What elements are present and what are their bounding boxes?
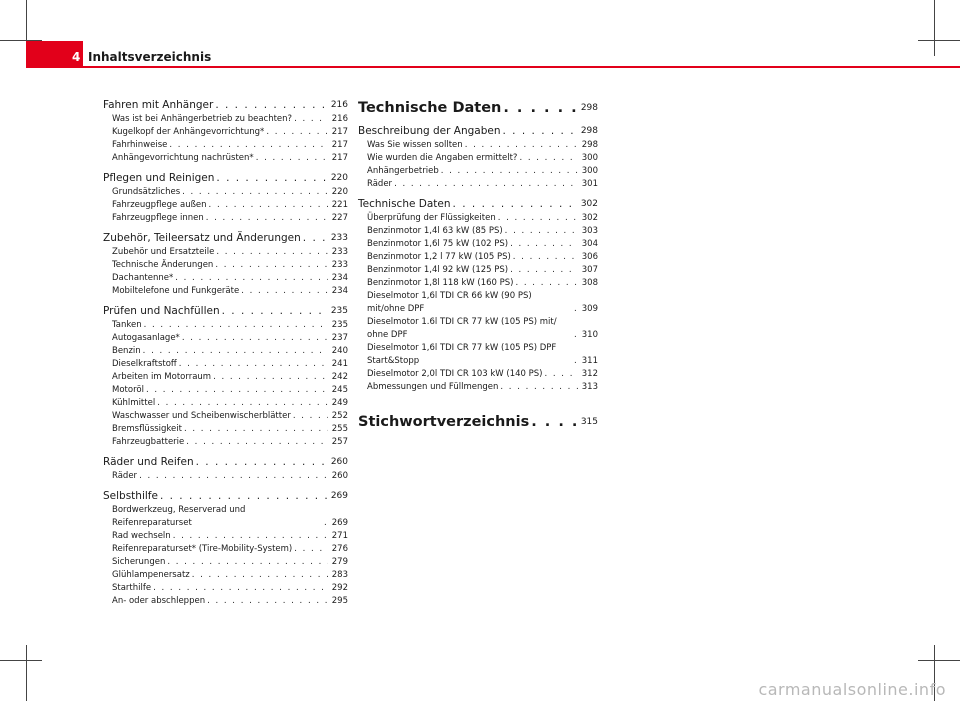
crop-mark xyxy=(0,660,42,661)
toc-subentry[interactable] xyxy=(358,264,598,277)
toc-entry-page: 302 xyxy=(581,213,598,223)
toc-entry-page: 241 xyxy=(331,359,348,369)
toc-subentry[interactable] xyxy=(103,285,348,298)
leader-dots xyxy=(394,178,578,191)
toc-entry-title: Dachantenne* xyxy=(112,273,174,283)
leader-dots xyxy=(266,126,328,139)
toc-subentry[interactable] xyxy=(358,316,598,342)
toc-entry-title: Benzinmotor 1,8l 118 kW (160 PS) xyxy=(367,278,514,288)
toc-entry-title: Reifenreparaturset* (Tire-Mobility-System) xyxy=(112,544,293,554)
leader-dots xyxy=(441,165,578,178)
toc-subentry[interactable] xyxy=(103,504,348,530)
toc-subentry[interactable] xyxy=(358,225,598,238)
toc-entry-title: Dieselmotor 1,6l TDI CR 66 kW (90 PS) mit/ohne DPF xyxy=(367,291,532,314)
toc-section[interactable] xyxy=(103,171,348,186)
toc-subentry[interactable] xyxy=(103,345,348,358)
leader-dots xyxy=(196,455,328,470)
toc-entry-page: 271 xyxy=(331,531,348,541)
toc-entry-title: An- oder abschleppen xyxy=(112,596,206,606)
leader-dots xyxy=(515,277,578,290)
toc-entry-title: Prüfen und Nachfüllen xyxy=(103,305,220,317)
toc-entry-title: Fahrzeugpflege außen xyxy=(112,200,207,210)
leader-dots xyxy=(146,384,328,397)
crop-mark xyxy=(26,645,27,701)
leader-dots xyxy=(173,530,328,543)
leader-dots xyxy=(510,264,578,277)
toc-left-column xyxy=(103,98,348,608)
toc-entry-page: 298 xyxy=(581,140,598,150)
toc-entry-page: 237 xyxy=(331,333,348,343)
toc-entry-title: Dieselmotor 1.6l TDI CR 77 kW (105 PS) mit/ ohne DPF xyxy=(367,317,557,340)
toc-entry-page: 255 xyxy=(331,424,348,434)
toc-subentry[interactable] xyxy=(103,530,348,543)
leader-dots xyxy=(519,152,578,165)
leader-dots xyxy=(216,171,328,186)
leader-dots xyxy=(294,543,328,556)
toc-entry-page: 240 xyxy=(331,346,348,356)
toc-entry-title: Fahrzeugpflege innen xyxy=(112,213,204,223)
toc-subentry[interactable] xyxy=(358,139,598,152)
toc-entry-page: 312 xyxy=(581,369,598,379)
toc-section[interactable] xyxy=(103,231,348,246)
leader-dots xyxy=(256,152,328,165)
leader-dots xyxy=(293,410,328,423)
leader-dots xyxy=(153,582,328,595)
leader-dots xyxy=(160,489,328,504)
toc-entry-page: 233 xyxy=(331,260,348,270)
leader-dots xyxy=(143,345,328,358)
leader-dots xyxy=(574,329,578,342)
leader-dots xyxy=(182,332,328,345)
toc-entry-title: Abmessungen und Füllmengen xyxy=(367,382,499,392)
toc-subentry[interactable] xyxy=(103,152,348,165)
toc-entry-page: 260 xyxy=(331,471,348,481)
toc-subentry[interactable] xyxy=(358,152,598,165)
toc-entry-title: Was Sie wissen sollten xyxy=(367,140,463,150)
toc-entry-title: Sicherungen xyxy=(112,557,166,567)
leader-dots xyxy=(510,238,578,251)
toc-entry-title: Anhängerbetrieb xyxy=(367,166,439,176)
toc-entry-title: Selbsthilfe xyxy=(103,490,158,502)
leader-dots xyxy=(505,225,578,238)
toc-entry-page: 269 xyxy=(331,518,348,528)
toc-entry-page: 242 xyxy=(331,372,348,382)
toc-entry-title: Starthilfe xyxy=(112,583,152,593)
toc-entry-title: Kühlmittel xyxy=(112,398,156,408)
crop-mark xyxy=(934,0,935,56)
toc-subentry[interactable] xyxy=(103,319,348,332)
toc-subentry[interactable] xyxy=(358,165,598,178)
leader-dots xyxy=(503,124,579,139)
toc-entry-title: Benzinmotor 1,2 l 77 kW (105 PS) xyxy=(367,252,511,262)
toc-entry-title: Fahrzeugbatterie xyxy=(112,437,185,447)
leader-dots xyxy=(324,517,328,530)
toc-entry-title: Technische Daten xyxy=(358,198,451,210)
toc-entry-title: Benzinmotor 1,4l 92 kW (125 PS) xyxy=(367,265,509,275)
toc-entry-title: Bremsflüssigkeit xyxy=(112,424,182,434)
toc-entry-page: 300 xyxy=(581,166,598,176)
toc-subentry[interactable] xyxy=(358,277,598,290)
toc-subentry[interactable] xyxy=(103,246,348,259)
leader-dots xyxy=(184,423,328,436)
toc-subentry[interactable] xyxy=(103,470,348,483)
toc-entry-title: Grundsätzliches xyxy=(112,187,181,197)
toc-subentry[interactable] xyxy=(103,113,348,126)
toc-entry-title: Pflegen und Reinigen xyxy=(103,172,215,184)
toc-entry-title: Fahrhinweise xyxy=(112,140,168,150)
toc-entry-page: 313 xyxy=(581,382,598,392)
toc-entry-page: 300 xyxy=(581,153,598,163)
toc-section[interactable] xyxy=(358,197,598,212)
toc-entry-page: 235 xyxy=(331,320,348,330)
toc-entry-page: 315 xyxy=(580,417,598,427)
leader-dots xyxy=(500,381,578,394)
toc-entry-page: 217 xyxy=(331,153,348,163)
leader-dots xyxy=(531,412,578,432)
toc-subentry[interactable] xyxy=(103,595,348,608)
toc-entry-title: Autogasanlage* xyxy=(112,333,180,343)
leader-dots xyxy=(215,98,328,113)
toc-subentry[interactable] xyxy=(103,556,348,569)
toc-subentry[interactable] xyxy=(358,178,598,191)
toc-subentry[interactable] xyxy=(103,436,348,449)
toc-entry-page: 310 xyxy=(581,330,598,340)
toc-subentry[interactable] xyxy=(358,212,598,225)
toc-entry-page: 220 xyxy=(331,187,348,197)
toc-entry-title: Tanken xyxy=(112,320,142,330)
crop-mark xyxy=(918,40,960,41)
toc-section[interactable] xyxy=(103,304,348,319)
leader-dots xyxy=(303,231,328,246)
toc-entry-page: 306 xyxy=(581,252,598,262)
toc-entry-page: 295 xyxy=(331,596,348,606)
leader-dots xyxy=(544,368,578,381)
toc-entry-page: 227 xyxy=(331,213,348,223)
toc-entry-title: Wie wurden die Angaben ermittelt? xyxy=(367,153,518,163)
leader-dots xyxy=(186,436,328,449)
toc-subentry[interactable] xyxy=(358,251,598,264)
toc-entry-page: 220 xyxy=(330,173,348,183)
toc-entry-page: 235 xyxy=(330,306,348,316)
leader-dots xyxy=(216,246,328,259)
toc-entry-title: Fahren mit Anhänger xyxy=(103,99,214,111)
toc-entry-page: 309 xyxy=(581,304,598,314)
toc-entry-title: Bordwerkzeug, Reserverad und Reifenreparaturset xyxy=(112,505,246,528)
toc-entry-title: Anhängevorrichtung nachrüsten* xyxy=(112,153,254,163)
leader-dots xyxy=(167,556,328,569)
toc-subentry[interactable] xyxy=(103,186,348,199)
leader-dots xyxy=(574,303,578,316)
toc-entry-title: Technische Daten xyxy=(358,100,502,116)
leader-dots xyxy=(465,139,578,152)
toc-entry-page: 252 xyxy=(331,411,348,421)
toc-entry-page: 276 xyxy=(331,544,348,554)
leader-dots xyxy=(222,304,328,319)
toc-subentry[interactable] xyxy=(103,582,348,595)
toc-subentry[interactable] xyxy=(103,199,348,212)
toc-entry-page: 257 xyxy=(331,437,348,447)
toc-entry-page: 292 xyxy=(331,583,348,593)
toc-subentry[interactable] xyxy=(103,126,348,139)
toc-entry-page: 217 xyxy=(331,140,348,150)
toc-entry-title: Kugelkopf der Anhängevorrichtung* xyxy=(112,127,265,137)
toc-entry-page: 298 xyxy=(580,103,598,113)
toc-right-column xyxy=(358,98,598,432)
toc-section[interactable] xyxy=(358,412,598,432)
toc-entry-title: Arbeiten im Motorraum xyxy=(112,372,212,382)
toc-section[interactable] xyxy=(358,124,598,139)
header-rule xyxy=(26,66,960,68)
toc-entry-page: 233 xyxy=(331,247,348,257)
toc-section[interactable] xyxy=(103,455,348,470)
toc-entry-page: 304 xyxy=(581,239,598,249)
leader-dots xyxy=(215,259,328,272)
toc-entry-title: Dieselkraftstoff xyxy=(112,359,177,369)
toc-subentry[interactable] xyxy=(103,384,348,397)
leader-dots xyxy=(213,371,328,384)
toc-entry-page: 302 xyxy=(580,199,598,209)
toc-section[interactable] xyxy=(103,489,348,504)
toc-entry-title: Mobiltelefone und Funkgeräte xyxy=(112,286,240,296)
toc-entry-title: Motoröl xyxy=(112,385,144,395)
toc-entry-title: Zubehör, Teileersatz und Änderungen xyxy=(103,232,301,244)
toc-section[interactable] xyxy=(103,98,348,113)
leader-dots xyxy=(294,113,328,126)
toc-entry-page: 245 xyxy=(331,385,348,395)
toc-entry-title: Dieselmotor 1,6l TDI CR 77 kW (105 PS) DPF Start&Stopp xyxy=(367,343,557,366)
toc-subentry[interactable] xyxy=(358,381,598,394)
toc-section[interactable] xyxy=(358,98,598,118)
toc-subentry[interactable] xyxy=(103,212,348,225)
toc-entry-page: 283 xyxy=(331,570,348,580)
toc-entry-page: 234 xyxy=(331,273,348,283)
toc-entry-title: Waschwasser und Scheibenwischerblätter xyxy=(112,411,291,421)
toc-entry-page: 234 xyxy=(331,286,348,296)
toc-entry-page: 216 xyxy=(330,100,348,110)
leader-dots xyxy=(574,355,578,368)
toc-entry-title: Benzinmotor 1,6l 75 kW (102 PS) xyxy=(367,239,509,249)
toc-subentry[interactable] xyxy=(103,139,348,152)
toc-entry-title: Räder xyxy=(367,179,393,189)
leader-dots xyxy=(209,199,328,212)
toc-entry-page: 301 xyxy=(581,179,598,189)
toc-entry-page: 269 xyxy=(330,491,348,501)
leader-dots xyxy=(453,197,578,212)
toc-entry-page: 298 xyxy=(580,126,598,136)
leader-dots xyxy=(144,319,328,332)
leader-dots xyxy=(498,212,578,225)
toc-subentry[interactable] xyxy=(103,332,348,345)
toc-entry-page: 217 xyxy=(331,127,348,137)
toc-entry-title: Glühlampenersatz xyxy=(112,570,190,580)
leader-dots xyxy=(513,251,578,264)
leader-dots xyxy=(157,397,328,410)
toc-subentry[interactable] xyxy=(103,410,348,423)
toc-entry-title: Was ist bei Anhängerbetrieb zu beachten? xyxy=(112,114,293,124)
toc-entry-title: Überprüfung der Flüssigkeiten xyxy=(367,213,496,223)
toc-entry-title: Räder xyxy=(112,471,138,481)
toc-entry-page: 221 xyxy=(331,200,348,210)
toc-entry-title: Beschreibung der Angaben xyxy=(358,125,501,137)
toc-subentry[interactable] xyxy=(103,423,348,436)
leader-dots xyxy=(179,358,328,371)
toc-entry-page: 233 xyxy=(330,233,348,243)
leader-dots xyxy=(206,212,328,225)
leader-dots xyxy=(139,470,328,483)
toc-subentry[interactable] xyxy=(103,272,348,285)
toc-entry-page: 311 xyxy=(581,356,598,366)
page-title: Inhaltsverzeichnis xyxy=(88,50,212,64)
toc-subentry[interactable] xyxy=(103,397,348,410)
toc-subentry[interactable] xyxy=(358,290,598,316)
leader-dots xyxy=(169,139,328,152)
toc-entry-title: Technische Änderungen xyxy=(112,260,214,270)
toc-entry-title: Benzinmotor 1,4l 63 kW (85 PS) xyxy=(367,226,503,236)
toc-entry-page: 216 xyxy=(331,114,348,124)
toc-subentry[interactable] xyxy=(103,358,348,371)
toc-entry-page: 249 xyxy=(331,398,348,408)
toc-entry-page: 308 xyxy=(581,278,598,288)
toc-subentry[interactable] xyxy=(103,371,348,384)
toc-entry-title: Rad wechseln xyxy=(112,531,171,541)
toc-entry-title: Stichwortverzeichnis xyxy=(358,414,530,430)
toc-entry-page: 307 xyxy=(581,265,598,275)
toc-subentry[interactable] xyxy=(358,368,598,381)
toc-entry-title: Zubehör und Ersatzteile xyxy=(112,247,215,257)
toc-entry-page: 279 xyxy=(331,557,348,567)
toc-entry-title: Dieselmotor 2,0l TDI CR 103 kW (140 PS) xyxy=(367,369,543,379)
leader-dots xyxy=(182,186,328,199)
toc-subentry[interactable] xyxy=(103,543,348,556)
page-number: 4 xyxy=(72,50,81,64)
leader-dots xyxy=(207,595,328,608)
toc-subentry[interactable] xyxy=(358,238,598,251)
toc-subentry[interactable] xyxy=(103,569,348,582)
leader-dots xyxy=(241,285,328,298)
crop-mark xyxy=(918,660,960,661)
toc-subentry[interactable] xyxy=(103,259,348,272)
leader-dots xyxy=(175,272,328,285)
watermark: carmanualsonline.info xyxy=(758,680,946,699)
toc-subentry[interactable] xyxy=(358,342,598,368)
leader-dots xyxy=(503,98,578,118)
leader-dots xyxy=(192,569,328,582)
toc-entry-title: Räder und Reifen xyxy=(103,456,194,468)
toc-entry-title: Benzin xyxy=(112,346,141,356)
toc-entry-page: 303 xyxy=(581,226,598,236)
toc-entry-page: 260 xyxy=(330,457,348,467)
